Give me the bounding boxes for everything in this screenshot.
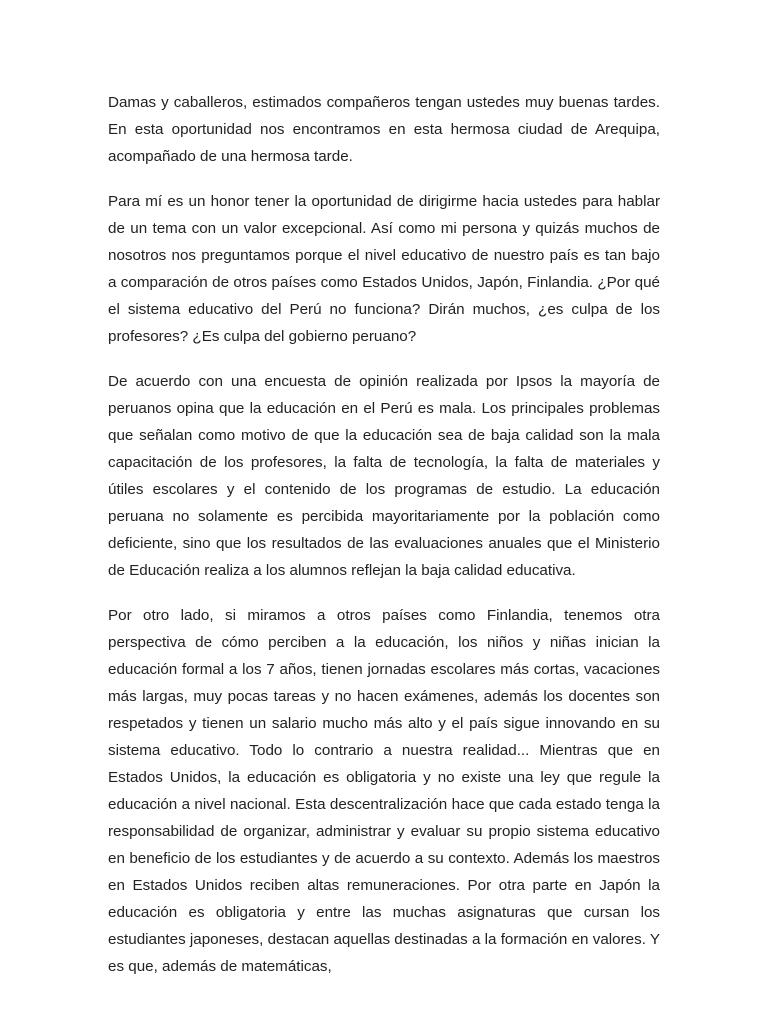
paragraph-introduction: Para mí es un honor tener la oportunidad de dirigirme hacia ustedes para hablar de un tema con un valor excepcional. Así como mi persona y quizás muchos de nosotros nos preguntamos porque el nivel educativo de nuestro país es tan bajo a comparación de otros países como Estados Unidos, Japón, Finlandia. ¿Por qué el sistema educativo del Perú no funciona? Dirán muchos, ¿es culpa de los profesores? ¿Es culpa del gobierno peruano? — [108, 193, 660, 345]
paragraph-other-countries: Por otro lado, si miramos a otros países como Finlandia, tenemos otra perspectiva de cómo perciben a la educación, los niños y niñas inician la educación formal a los 7 años, tienen jornadas escolares más cortas, vacaciones más largas, muy pocas tareas y no hacen exámenes, además los docentes son respetados y tienen un salario mucho más alto y el país sigue innovando en su sistema educativo. Todo lo contrario a nuestra realidad... Mientras que en Estados Unidos, la educación es obligatoria y no existe una ley que regule la educación a nivel nacional. Esta descentralización hace que cada estado tenga la responsabilidad de organizar, administrar y evaluar su propio sistema educativo en beneficio de los estudiantes y de acuerdo a su contexto. Además los maestros en Estados Unidos reciben altas remuneraciones. Por otra parte en Japón la educación es obligatoria y entre las muchas asignaturas que cursan los estudiantes japoneses, destacan aquellas destinadas a la formación en valores. Y es que, además de matemáticas, — [108, 607, 660, 975]
paragraph-greeting: Damas y caballeros, estimados compañeros tengan ustedes muy buenas tardes. En esta oportunidad nos encontramos en esta hermosa ciudad de Arequipa, acompañado de una hermosa tarde. — [108, 94, 660, 165]
paragraph-peru-survey: De acuerdo con una encuesta de opinión realizada por Ipsos la mayoría de peruanos opina que la educación en el Perú es mala. Los principales problemas que señalan como motivo de que la educación sea de baja calidad son la mala capacitación de los profesores, la falta de tecnología, la falta de materiales y útiles escolares y el contenido de los programas de estudio. La educación peruana no solamente es percibida mayoritariamente por la población como deficiente, sino que los resultados de las evaluaciones anuales que el Ministerio de Educación realiza a los alumnos reflejan la baja calidad educativa. — [108, 373, 660, 579]
